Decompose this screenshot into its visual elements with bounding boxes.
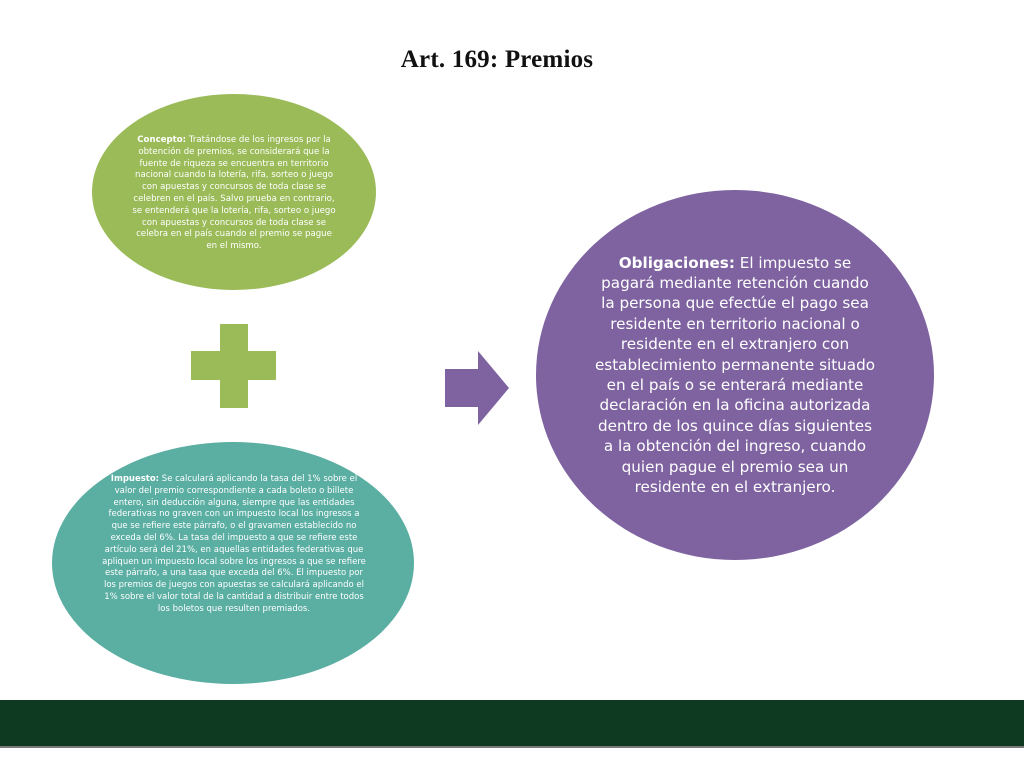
impuesto-text: Se calculará aplicando la tasa del 1% sobre el valor del premio correspondiente a cada boleto o billete entero, sin deducción alguna, siempre que las entidades federativas no graven con un impuesto local los ingresos a que se refiere este párrafo, o el gravamen establecido no exceda del 6%. La tasa del impuesto a que se refiere este artículo será del 21%, en aquellas entidades federativas que apliquen un impuesto local sobre los ingresos a que se refiere este párrafo, a una tasa que exceda del 6%. El impuesto por los premios de juegos con apuestas se calculará aplicando el 1% sobre el valor total de la cantidad a distribuir entre todos los boletos que resulten premiados. <box>102 474 366 614</box>
impuesto-text-block <box>100 474 368 616</box>
obligaciones-text: El impuesto se pagará mediante retención cuando la persona que efectúe el pago sea residente en territorio nacional o residente en el extranjero con establecimiento permanente situado en el país o se enterará mediante declaración en la oficina autorizada dentro de los quince días siguientes a la obtención del ingreso, cuando quien pague el premio sea un residente en el extranjero. <box>594 253 876 497</box>
slide-title: Art. 169: Premios <box>400 46 594 73</box>
obligaciones-circle <box>536 190 934 560</box>
impuesto-circle <box>52 442 414 684</box>
plus-icon-bar <box>191 351 276 380</box>
arrow-right-icon <box>445 351 509 425</box>
impuesto-label: Impuesto: <box>110 474 160 484</box>
footer-band <box>0 700 1024 746</box>
concepto-circle <box>92 94 376 290</box>
footer-divider <box>0 746 1024 748</box>
obligaciones-label: Obligaciones: <box>618 253 735 272</box>
concepto-text: Tratándose de los ingresos por la obtención de premios, se considerará que la fuente de riqueza se encuentra en territorio nacional cuando la lotería, rifa, sorteo o juego con apuestas y concursos de toda clase se celebren en el país. Salvo prueba en contrario, se entenderá que la lotería, rifa, sorteo o juego con apuestas y concursos de toda clase se celebra en el país cuando el premio se pague en el mismo. <box>132 135 336 252</box>
obligaciones-text-block <box>592 253 878 498</box>
concepto-text-block <box>130 135 338 253</box>
concepto-label: Concepto: <box>137 135 187 145</box>
